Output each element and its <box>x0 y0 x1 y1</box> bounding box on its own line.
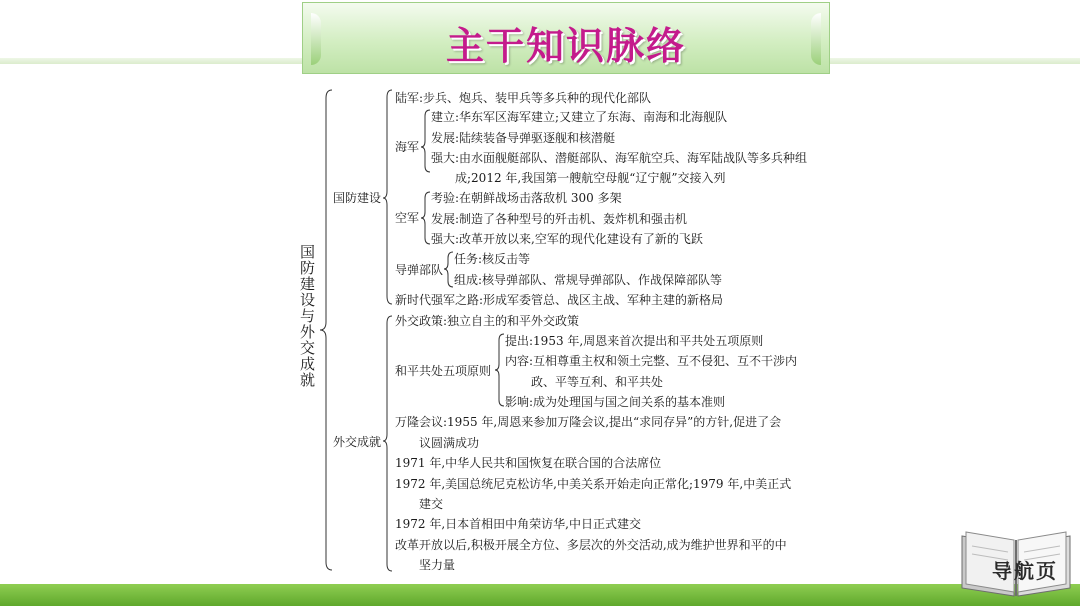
defense-brace <box>383 90 392 304</box>
missile-item: 组成:核导弹部队、常规导弹部队、作战保障部队等 <box>454 273 723 287</box>
nav-button-label[interactable]: 导航页 <box>992 559 1058 583</box>
event-item-continued: 建交 <box>419 497 444 511</box>
new-era-item: 新时代强军之路:形成军委管总、战区主战、军种主建的新格局 <box>395 293 724 307</box>
policy-item: 外交政策:独立自主的和平外交政策 <box>395 314 580 328</box>
navy-item: 发展:陆续装备导弹驱逐舰和核潜艇 <box>431 131 616 145</box>
missile-item: 任务:核反击等 <box>454 252 531 266</box>
diplomacy-label: 外交成就 <box>333 435 382 449</box>
navy-brace <box>421 110 430 172</box>
principles-item: 提出:1953 年,周恩来首次提出和平共处五项原则 <box>505 334 764 348</box>
diplomacy-brace <box>383 316 392 571</box>
missile-brace <box>444 252 453 287</box>
navy-item: 强大:由水面舰艇部队、潜艇部队、海军航空兵、海军陆战队等多兵种组 <box>431 151 808 165</box>
principles-item-continued: 政、平等互利、和平共处 <box>531 375 664 389</box>
event-item: 1972 年,美国总统尼克松访华,中美关系开始走向正常化;1979 年,中美正式 <box>395 477 792 491</box>
event-item: 1972 年,日本首相田中角荣访华,中日正式建交 <box>395 517 641 531</box>
airforce-item: 考验:在朝鲜战场击落敌机 300 多架 <box>431 191 622 205</box>
missile-label: 导弹部队 <box>395 263 444 277</box>
airforce-brace <box>421 192 430 244</box>
navy-item-continued: 成;2012 年,我国第一艘航空母舰“辽宁舰”交接入列 <box>455 171 726 185</box>
airforce-item: 强大:改革开放以来,空军的现代化建设有了新的飞跃 <box>431 232 703 246</box>
army-item: 陆军:步兵、炮兵、装甲兵等多兵种的现代化部队 <box>395 91 652 105</box>
event-item: 1971 年,中华人民共和国恢复在联合国的合法席位 <box>395 456 662 470</box>
airforce-item: 发展:制造了各种型号的歼击机、轰炸机和强击机 <box>431 212 688 226</box>
navy-label: 海军 <box>395 140 420 154</box>
principles-item: 内容:互相尊重主权和领土完整、互不侵犯、互不干涉内 <box>505 354 798 368</box>
root-brace <box>320 90 332 570</box>
footer-bar <box>0 584 1080 606</box>
principles-brace <box>495 334 504 406</box>
page-title: 主干知识脉络 <box>445 24 686 68</box>
principles-label: 和平共处五项原则 <box>395 364 492 378</box>
event-item: 万隆会议:1955 年,周恩来参加万隆会议,提出“求同存异”的方针,促进了会 <box>395 415 782 429</box>
defense-label: 国防建设 <box>333 191 382 205</box>
airforce-label: 空军 <box>395 211 420 225</box>
event-item: 改革开放以后,积极开展全方位、多层次的外交活动,成为维护世界和平的中 <box>395 538 787 552</box>
event-item-continued: 议圆满成功 <box>419 436 480 450</box>
navy-item: 建立:华东军区海军建立;又建立了东海、南海和北海舰队 <box>431 110 728 124</box>
root-label: 国防建设与外交成就 <box>298 244 316 388</box>
event-item-continued: 坚力量 <box>419 558 456 572</box>
principles-item: 影响:成为处理国与国之间关系的基本准则 <box>505 395 726 409</box>
